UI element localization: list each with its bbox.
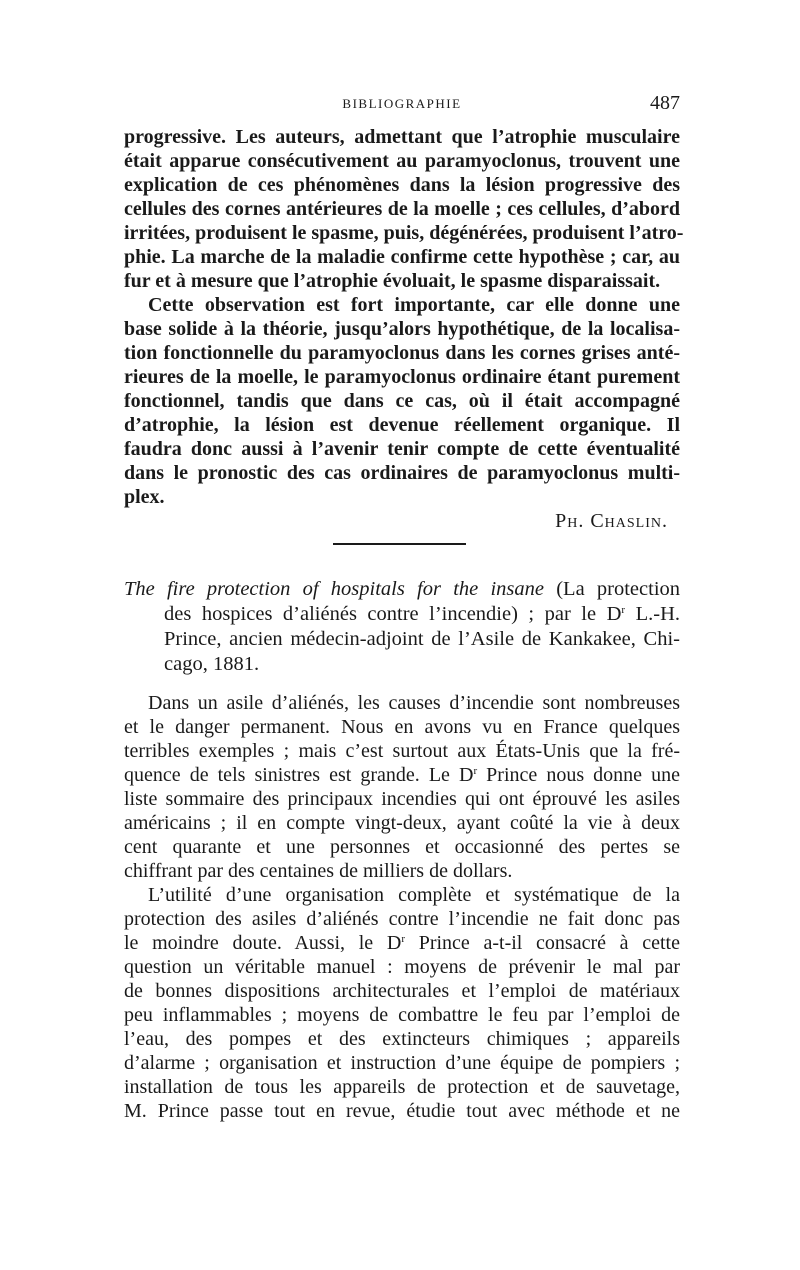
text-line: le moindre doute. Aussi, le $D^r$ Prince a-t-il consacré à cette (124, 932, 680, 954)
text-line: et le danger permanent. Nous en avons vu en France quelques (124, 716, 680, 738)
text-line: Cette observation est fort importante, car elle donne une (148, 294, 680, 316)
text-line: M. Prince passe tout en revue, étudie tout avec méthode et ne (124, 1100, 680, 1122)
text-line: rieures de la moelle, le paramyoclonus ordinaire étant purement (124, 366, 680, 388)
text-line: installation de tous les appareils de protection et de sauvetage, (124, 1076, 680, 1098)
text-line: chiffrant par des centaines de milliers de dollars. (124, 860, 513, 882)
text-line: protection des asiles d’aliénés contre l’incendie ne fait donc pas (124, 908, 680, 930)
page-header (124, 92, 680, 116)
text-line: plex. (124, 486, 165, 508)
text-line: irritées, produisent le spasme, puis, dégénérées, produisent l’atro- (124, 222, 684, 244)
text-line: progressive. Les auteurs, admettant que l’atrophie musculaire (124, 126, 680, 148)
text-line: fonctionnel, tandis que dans ce cas, où il était accompagné (124, 390, 680, 412)
text-line: l’eau, des pompes et des extincteurs chimiques ; appareils (124, 1028, 680, 1050)
reference-line: cago, 1881. (164, 653, 260, 675)
book-title: The fire protection of hospitals for the insane (124, 578, 544, 600)
text-line: d’atrophie, la lésion est devenue réellement organique. Il (124, 414, 680, 436)
section-divider (333, 543, 466, 545)
author-signature: Ph. Chaslin. (555, 510, 668, 532)
text-line: L’utilité d’une organisation complète et systématique de la (148, 884, 680, 906)
running-title: BIBLIOGRAPHIE (342, 96, 462, 111)
text-line: américains ; il en compte vingt-deux, ayant coûté la vie à deux (124, 812, 680, 834)
text-line: base solide à la théorie, jusqu’alors hypothétique, de la localisa- (124, 318, 680, 340)
text-line: peu inflammables ; moyens de combattre le feu par l’emploi de (124, 1004, 680, 1026)
text-line: cellules des cornes antérieures de la moelle ; ces cellules, d’abord (124, 198, 680, 220)
reference-line: des hospices d’aliénés contre l’incendie) ; par le $D^r$ L.-H. (164, 603, 680, 625)
text-line: quence de tels sinistres est grande. Le $D^r$ Prince nous donne une (124, 764, 680, 786)
text-line: terribles exemples ; mais c’est surtout aux États-Unis que la fré- (124, 740, 680, 762)
text-line: phie. La marche de la maladie confirme cette hypothèse ; car, au (124, 246, 680, 268)
text-line: liste sommaire des principaux incendies qui ont éprouvé les asiles (124, 788, 680, 810)
text-line: tion fonctionnelle du paramyoclonus dans les cornes grises anté- (124, 342, 680, 364)
reference-line: Prince, ancien médecin-adjoint de l’Asile de Kankakee, Chi- (164, 628, 680, 650)
text-line: question un véritable manuel : moyens de prévenir le mal par (124, 956, 680, 978)
text-line: dans le pronostic des cas ordinaires de paramyoclonus multi- (124, 462, 680, 484)
text-line: d’alarme ; organisation et instruction d’une équipe de pompiers ; (124, 1052, 680, 1074)
reference-line: The fire protection of hospitals for the insane (La protection (124, 578, 681, 600)
text-line: explication de ces phénomènes dans la lésion progressive des (124, 174, 680, 196)
text-line: était apparue consécutivement au paramyoclonus, trouvent une (124, 150, 680, 172)
text-line: Dans un asile d’aliénés, les causes d’incendie sont nombreuses (148, 692, 680, 714)
text-line: cent quarante et une personnes et occasionné des pertes se (124, 836, 680, 858)
page-number: 487 (650, 92, 680, 114)
text-line: faudra donc aussi à l’avenir tenir compte de cette éventualité (124, 438, 680, 460)
text-line: fur et à mesure que l’atrophie évoluait, le spasme disparaissait. (124, 270, 661, 292)
text-line: de bonnes dispositions architecturales et l’emploi de matériaux (124, 980, 680, 1002)
